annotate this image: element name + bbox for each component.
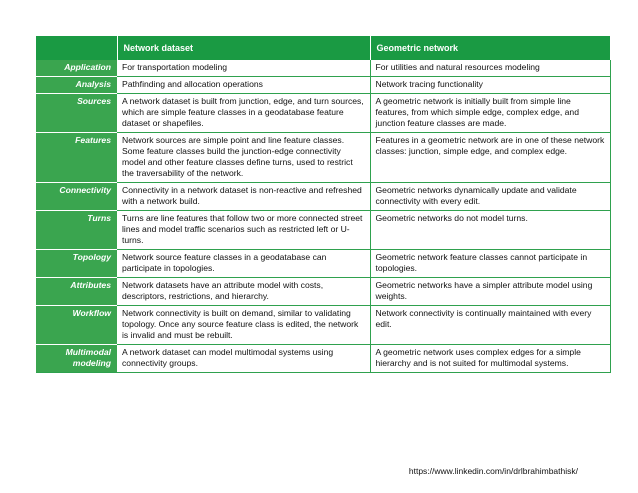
geometric-network-cell: A geometric network uses complex edges for a simple hierarchy and is not suited for multimodal systems.: [370, 345, 610, 373]
network-dataset-cell: Connectivity in a network dataset is non-reactive and refreshed with a network build.: [117, 183, 370, 211]
comparison-table: [36, 36, 611, 373]
network-dataset-cell: Network datasets have an attribute model with costs, descriptors, restrictions, and hierarchy.: [117, 278, 370, 306]
row-label: Connectivity: [36, 183, 117, 211]
network-dataset-cell: Network sources are simple point and line feature classes. Some feature classes build the junction-edge connectivity model and other feature classes define turns, used to restrict the traversability of the network.: [117, 133, 370, 183]
row-label: Topology: [36, 250, 117, 278]
network-dataset-cell: For transportation modeling: [117, 60, 370, 77]
row-label: Analysis: [36, 77, 117, 94]
row-label: Workflow: [36, 306, 117, 345]
network-dataset-cell: Network source feature classes in a geodatabase can participate in topologies.: [117, 250, 370, 278]
geometric-network-cell: For utilities and natural resources modeling: [370, 60, 610, 77]
table-row: [36, 183, 610, 211]
row-label: Features: [36, 133, 117, 183]
geometric-network-cell: Network connectivity is continually maintained with every edit.: [370, 306, 610, 345]
table-row: [36, 250, 610, 278]
table-row: [36, 278, 610, 306]
table-row: [36, 94, 610, 133]
geometric-network-cell: Features in a geometric network are in one of these network classes: junction, simple edge, and complex edge.: [370, 133, 610, 183]
network-dataset-cell: A network dataset can model multimodal systems using connectivity groups.: [117, 345, 370, 373]
table-row: [36, 345, 610, 373]
network-dataset-cell: Network connectivity is built on demand, similar to validating topology. Once any source feature class is edited, the network is invalid and must be rebuilt.: [117, 306, 370, 345]
table-row: [36, 306, 610, 345]
table-row: [36, 77, 610, 94]
header-network-dataset: Network dataset: [117, 36, 370, 60]
header-corner-cell: [36, 36, 117, 60]
row-label: Application: [36, 60, 117, 77]
network-dataset-cell: Turns are line features that follow two or more connected street lines and model traffic scenarios such as restricted left or U-turns.: [117, 211, 370, 250]
table-row: [36, 133, 610, 183]
row-label: Multimodal modeling: [36, 345, 117, 373]
geometric-network-cell: Geometric network feature classes cannot participate in topologies.: [370, 250, 610, 278]
geometric-network-cell: Geometric networks have a simpler attribute model using weights.: [370, 278, 610, 306]
geometric-network-cell: Network tracing functionality: [370, 77, 610, 94]
row-label: Turns: [36, 211, 117, 250]
table-row: [36, 60, 610, 77]
table-header-row: [36, 36, 610, 60]
source-url: https://www.linkedin.com/in/drlbrahimbathisk/: [408, 466, 578, 476]
table-body: [36, 60, 610, 373]
row-label: Attributes: [36, 278, 117, 306]
geometric-network-cell: A geometric network is initially built from simple line features, from which simple edge, complex edge, and junction feature classes are made.: [370, 94, 610, 133]
table-row: [36, 211, 610, 250]
geometric-network-cell: Geometric networks dynamically update and validate connectivity with every edit.: [370, 183, 610, 211]
row-label: Sources: [36, 94, 117, 133]
network-dataset-cell: A network dataset is built from junction, edge, and turn sources, which are simple feature classes in a geodatabase feature dataset or shapefiles.: [117, 94, 370, 133]
header-geometric-network: Geometric network: [370, 36, 610, 60]
comparison-table-container: [36, 36, 610, 373]
network-dataset-cell: Pathfinding and allocation operations: [117, 77, 370, 94]
geometric-network-cell: Geometric networks do not model turns.: [370, 211, 610, 250]
